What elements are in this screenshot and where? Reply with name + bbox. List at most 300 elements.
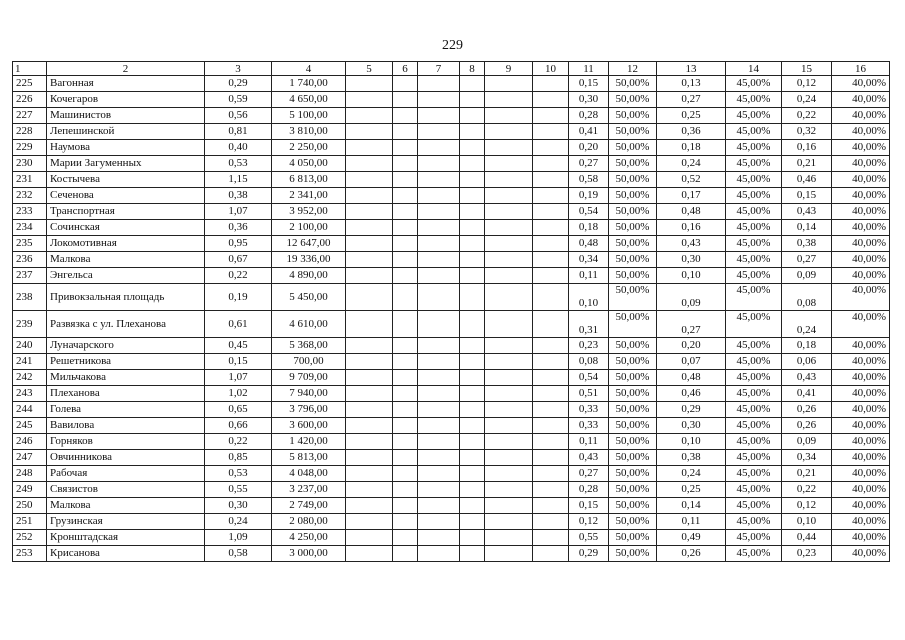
value-cell: 0,36 [657,124,726,140]
street-name: Решетникова [47,354,205,370]
value-cell: 50,00% [609,311,657,338]
value-cell: 0,46 [782,172,832,188]
value-cell: 2 749,00 [272,498,346,514]
empty-cell [533,284,569,311]
empty-cell [533,546,569,562]
empty-cell [485,370,533,386]
value-cell: 0,09 [657,284,726,311]
value-cell: 4 890,00 [272,268,346,284]
value-cell: 6 813,00 [272,172,346,188]
table-row [13,252,890,268]
value-cell: 0,24 [782,92,832,108]
empty-cell [460,466,485,482]
empty-cell [418,140,460,156]
value-cell: 45,00% [726,236,782,252]
column-header: 3 [205,62,272,76]
value-cell: 0,29 [569,546,609,562]
value-cell: 50,00% [609,338,657,354]
street-name: Связистов [47,482,205,498]
empty-cell [346,354,393,370]
row-number: 225 [13,76,47,92]
empty-cell [418,92,460,108]
value-cell: 0,08 [782,284,832,311]
value-cell: 40,00% [832,188,890,204]
empty-cell [346,418,393,434]
row-number: 240 [13,338,47,354]
value-cell: 50,00% [609,466,657,482]
value-cell: 0,18 [782,338,832,354]
empty-cell [460,418,485,434]
value-cell: 40,00% [832,220,890,236]
value-cell: 0,27 [657,92,726,108]
value-cell: 0,48 [657,204,726,220]
value-cell: 3 000,00 [272,546,346,562]
empty-cell [393,156,418,172]
value-cell: 1,07 [205,204,272,220]
empty-cell [393,514,418,530]
value-cell: 40,00% [832,204,890,220]
value-cell: 0,12 [782,76,832,92]
value-cell: 50,00% [609,92,657,108]
value-cell: 4 250,00 [272,530,346,546]
street-name: Горняков [47,434,205,450]
value-cell: 50,00% [609,140,657,156]
empty-cell [418,236,460,252]
value-cell: 50,00% [609,124,657,140]
value-cell: 50,00% [609,402,657,418]
value-cell: 45,00% [726,204,782,220]
empty-cell [533,172,569,188]
empty-cell [418,386,460,402]
value-cell: 0,45 [205,338,272,354]
value-cell: 0,48 [657,370,726,386]
value-cell: 0,30 [205,498,272,514]
value-cell: 40,00% [832,311,890,338]
empty-cell [485,418,533,434]
street-name: Развязка с ул. Плеханова [47,311,205,338]
empty-cell [393,338,418,354]
value-cell: 0,26 [782,418,832,434]
row-number: 234 [13,220,47,236]
empty-cell [460,386,485,402]
empty-cell [533,466,569,482]
empty-cell [393,220,418,236]
empty-cell [485,284,533,311]
value-cell: 50,00% [609,220,657,236]
value-cell: 5 368,00 [272,338,346,354]
street-name: Привокзальная площадь [47,284,205,311]
value-cell: 40,00% [832,354,890,370]
value-cell: 45,00% [726,338,782,354]
empty-cell [460,124,485,140]
value-cell: 1,15 [205,172,272,188]
empty-cell [393,124,418,140]
street-name: Кронштадская [47,530,205,546]
value-cell: 0,21 [782,466,832,482]
value-cell: 40,00% [832,466,890,482]
street-name: Овчинникова [47,450,205,466]
empty-cell [533,188,569,204]
empty-cell [346,140,393,156]
value-cell: 0,25 [657,108,726,124]
empty-cell [485,268,533,284]
empty-cell [346,268,393,284]
empty-cell [346,482,393,498]
row-number: 247 [13,450,47,466]
value-cell: 0,23 [782,546,832,562]
value-cell: 45,00% [726,450,782,466]
value-cell: 1,07 [205,370,272,386]
value-cell: 0,10 [569,284,609,311]
table-row [13,156,890,172]
table-row [13,268,890,284]
value-cell: 40,00% [832,434,890,450]
empty-cell [485,354,533,370]
empty-cell [346,311,393,338]
empty-cell [485,220,533,236]
table-row [13,140,890,156]
value-cell: 2 341,00 [272,188,346,204]
value-cell: 0,24 [782,311,832,338]
value-cell: 50,00% [609,204,657,220]
empty-cell [485,546,533,562]
empty-cell [533,268,569,284]
value-cell: 50,00% [609,76,657,92]
empty-cell [346,188,393,204]
table-row [13,188,890,204]
value-cell: 0,29 [205,76,272,92]
empty-cell [533,482,569,498]
empty-cell [533,418,569,434]
value-cell: 0,54 [569,204,609,220]
empty-cell [485,466,533,482]
value-cell: 40,00% [832,92,890,108]
table-row [13,546,890,562]
column-header: 14 [726,62,782,76]
empty-cell [533,311,569,338]
street-name: Наумова [47,140,205,156]
empty-cell [460,546,485,562]
value-cell: 0,55 [569,530,609,546]
empty-cell [418,252,460,268]
table-row [13,92,890,108]
empty-cell [393,236,418,252]
empty-cell [418,204,460,220]
table-row [13,482,890,498]
table-row [13,236,890,252]
empty-cell [533,204,569,220]
column-header: 10 [533,62,569,76]
empty-cell [460,338,485,354]
value-cell: 3 237,00 [272,482,346,498]
column-header: 13 [657,62,726,76]
value-cell: 0,30 [569,92,609,108]
empty-cell [485,530,533,546]
empty-cell [533,76,569,92]
empty-cell [485,386,533,402]
empty-cell [393,498,418,514]
value-cell: 0,26 [657,546,726,562]
value-cell: 2 250,00 [272,140,346,156]
value-cell: 0,36 [205,220,272,236]
row-number: 228 [13,124,47,140]
empty-cell [346,546,393,562]
empty-cell [393,466,418,482]
table-row [13,450,890,466]
value-cell: 0,43 [782,204,832,220]
value-cell: 0,67 [205,252,272,268]
row-number: 226 [13,92,47,108]
table-row [13,402,890,418]
empty-cell [533,108,569,124]
empty-cell [533,220,569,236]
empty-cell [393,418,418,434]
value-cell: 0,19 [205,284,272,311]
value-cell: 0,44 [782,530,832,546]
empty-cell [418,514,460,530]
value-cell: 45,00% [726,108,782,124]
value-cell: 0,29 [657,402,726,418]
value-cell: 0,54 [569,370,609,386]
row-number: 251 [13,514,47,530]
empty-cell [533,530,569,546]
street-name: Кочегаров [47,92,205,108]
table-row [13,338,890,354]
empty-cell [418,466,460,482]
table-row [13,108,890,124]
empty-cell [346,370,393,386]
value-cell: 0,20 [657,338,726,354]
value-cell: 50,00% [609,156,657,172]
value-cell: 40,00% [832,402,890,418]
value-cell: 40,00% [832,546,890,562]
value-cell: 0,26 [782,402,832,418]
value-cell: 0,12 [782,498,832,514]
street-name: Сочинская [47,220,205,236]
value-cell: 0,31 [569,311,609,338]
value-cell: 0,19 [569,188,609,204]
empty-cell [485,498,533,514]
value-cell: 0,22 [782,108,832,124]
value-cell: 0,14 [657,498,726,514]
value-cell: 0,24 [205,514,272,530]
value-cell: 0,09 [782,268,832,284]
value-cell: 2 080,00 [272,514,346,530]
empty-cell [418,450,460,466]
empty-cell [460,204,485,220]
empty-cell [393,434,418,450]
empty-cell [393,108,418,124]
empty-cell [393,172,418,188]
value-cell: 0,40 [205,140,272,156]
empty-cell [393,370,418,386]
empty-cell [346,498,393,514]
empty-cell [346,76,393,92]
street-name: Рабочая [47,466,205,482]
empty-cell [533,450,569,466]
value-cell: 0,15 [782,188,832,204]
value-cell: 0,18 [569,220,609,236]
value-cell: 0,22 [782,482,832,498]
value-cell: 0,65 [205,402,272,418]
value-cell: 45,00% [726,140,782,156]
value-cell: 0,14 [782,220,832,236]
value-cell: 50,00% [609,386,657,402]
empty-cell [485,236,533,252]
value-cell: 0,52 [657,172,726,188]
empty-cell [418,338,460,354]
empty-cell [418,418,460,434]
row-number: 242 [13,370,47,386]
value-cell: 50,00% [609,236,657,252]
empty-cell [460,76,485,92]
value-cell: 50,00% [609,450,657,466]
value-cell: 0,15 [569,498,609,514]
value-cell: 40,00% [832,530,890,546]
empty-cell [418,498,460,514]
empty-cell [460,370,485,386]
value-cell: 3 952,00 [272,204,346,220]
table-row [13,311,890,338]
value-cell: 50,00% [609,268,657,284]
empty-cell [460,498,485,514]
street-name: Мильчакова [47,370,205,386]
value-cell: 45,00% [726,188,782,204]
row-number: 241 [13,354,47,370]
table-row [13,466,890,482]
table-row [13,172,890,188]
value-cell: 5 100,00 [272,108,346,124]
value-cell: 45,00% [726,498,782,514]
value-cell: 50,00% [609,418,657,434]
empty-cell [485,124,533,140]
value-cell: 50,00% [609,188,657,204]
empty-cell [418,284,460,311]
empty-cell [460,172,485,188]
empty-cell [418,188,460,204]
table-row [13,386,890,402]
column-header: 11 [569,62,609,76]
empty-cell [485,140,533,156]
value-cell: 50,00% [609,514,657,530]
street-name: Крисанова [47,546,205,562]
value-cell: 45,00% [726,434,782,450]
empty-cell [393,76,418,92]
value-cell: 0,46 [657,386,726,402]
value-cell: 50,00% [609,498,657,514]
street-name: Транспортная [47,204,205,220]
empty-cell [460,482,485,498]
value-cell: 0,16 [782,140,832,156]
value-cell: 0,27 [782,252,832,268]
row-number: 243 [13,386,47,402]
empty-cell [460,188,485,204]
value-cell: 50,00% [609,434,657,450]
street-name: Сеченова [47,188,205,204]
table-row [13,434,890,450]
empty-cell [533,434,569,450]
value-cell: 0,28 [569,108,609,124]
value-cell: 40,00% [832,338,890,354]
value-cell: 0,34 [569,252,609,268]
value-cell: 2 100,00 [272,220,346,236]
value-cell: 1 740,00 [272,76,346,92]
value-cell: 50,00% [609,354,657,370]
value-cell: 0,28 [569,482,609,498]
value-cell: 50,00% [609,530,657,546]
street-name: Малкова [47,252,205,268]
value-cell: 1,09 [205,530,272,546]
value-cell: 4 610,00 [272,311,346,338]
value-cell: 45,00% [726,284,782,311]
empty-cell [485,204,533,220]
empty-cell [346,434,393,450]
empty-cell [460,530,485,546]
empty-cell [393,530,418,546]
empty-cell [533,386,569,402]
empty-cell [418,434,460,450]
value-cell: 0,58 [569,172,609,188]
value-cell: 9 709,00 [272,370,346,386]
value-cell: 40,00% [832,370,890,386]
row-number: 232 [13,188,47,204]
empty-cell [485,172,533,188]
value-cell: 0,22 [205,268,272,284]
empty-cell [418,268,460,284]
empty-cell [533,354,569,370]
value-cell: 0,81 [205,124,272,140]
value-cell: 50,00% [609,546,657,562]
value-cell: 0,16 [657,220,726,236]
column-header: 16 [832,62,890,76]
value-cell: 40,00% [832,482,890,498]
value-cell: 40,00% [832,252,890,268]
value-cell: 45,00% [726,172,782,188]
value-cell: 0,20 [569,140,609,156]
value-cell: 0,41 [569,124,609,140]
empty-cell [346,92,393,108]
row-number: 250 [13,498,47,514]
column-header: 5 [346,62,393,76]
value-cell: 40,00% [832,156,890,172]
value-cell: 40,00% [832,450,890,466]
row-number: 253 [13,546,47,562]
value-cell: 3 810,00 [272,124,346,140]
value-cell: 0,24 [657,466,726,482]
value-cell: 0,15 [205,354,272,370]
value-cell: 0,12 [569,514,609,530]
empty-cell [418,156,460,172]
value-cell: 0,06 [782,354,832,370]
street-name: Вагонная [47,76,205,92]
empty-cell [485,338,533,354]
empty-cell [418,402,460,418]
street-name: Голева [47,402,205,418]
value-cell: 0,11 [657,514,726,530]
row-number: 245 [13,418,47,434]
row-number: 249 [13,482,47,498]
value-cell: 50,00% [609,370,657,386]
value-cell: 0,33 [569,418,609,434]
empty-cell [418,124,460,140]
row-number: 233 [13,204,47,220]
column-header: 8 [460,62,485,76]
empty-cell [533,252,569,268]
empty-cell [393,252,418,268]
value-cell: 3 600,00 [272,418,346,434]
value-cell: 0,58 [205,546,272,562]
empty-cell [393,268,418,284]
